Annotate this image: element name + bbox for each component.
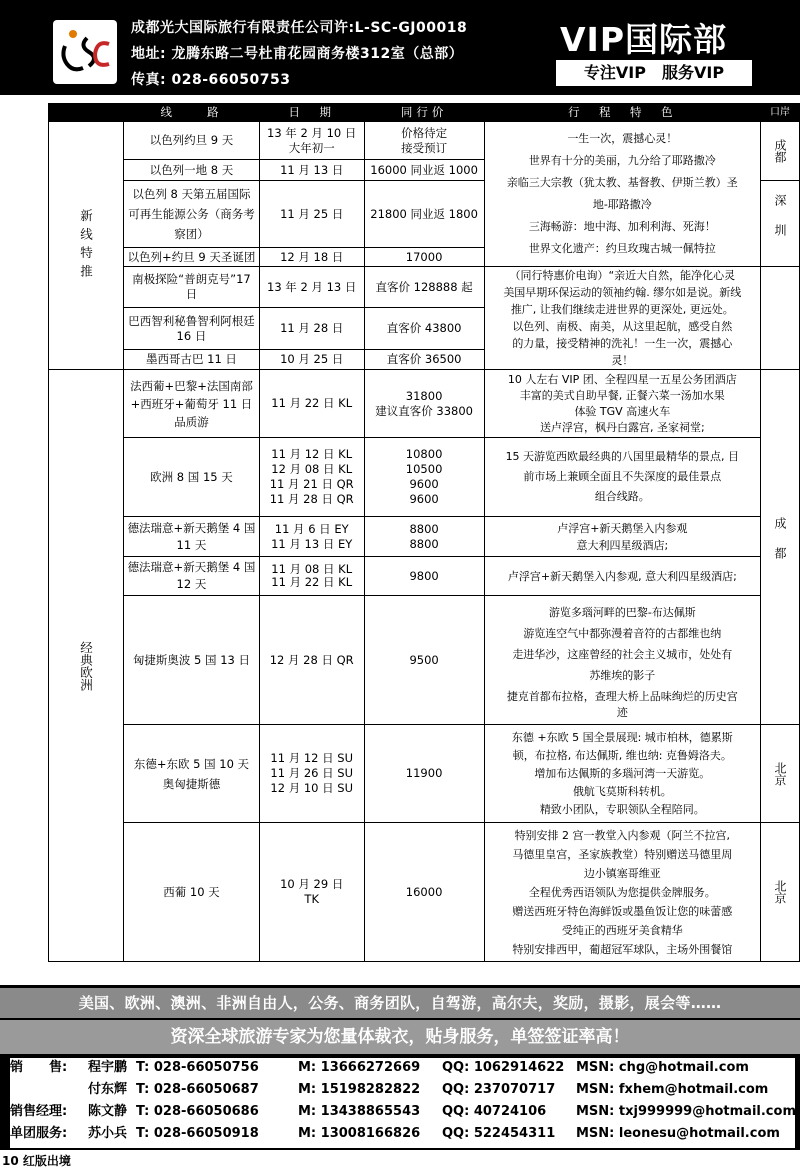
itinerary-table [48,103,800,962]
route-cell: 西葡 10 天 [124,823,260,962]
contact-tel: T: 028-66050687 [136,1082,259,1097]
date-cell: 11 月 12 日 KL 12 月 08 日 KL 11 月 21 日 QR 11 月 28 日 QR [259,438,364,517]
contact-row [10,1102,795,1122]
table-row [49,438,800,517]
route-cell: 南极探险“普朗克号”17 日 [124,267,260,308]
contact-msn: MSN: leonesu@hotmail.com [576,1126,780,1141]
date-cell: 13 年 2 月 10 日 大年初一 [259,122,364,160]
table-row [49,557,800,596]
contact-list [10,1058,795,1148]
price-cell: 直客价 36500 [364,350,484,370]
price-cell: 16000 同业返 1000 [364,160,484,181]
contact-role: 单团服务: [10,1126,68,1141]
table-header-row [49,104,800,122]
contact-msn: MSN: chg@hotmail.com [576,1060,749,1075]
route-cell: 德法瑞意+新天鹅堡 4 国 12 天 [124,557,260,596]
category-new-lines: 新线特推 [49,122,124,370]
department-title: VIP国际部 [560,20,728,59]
date-cell: 11 月 22 日 KL [259,370,364,438]
header-blank [49,104,124,122]
price-cell: 16000 [364,823,484,962]
contact-tel: T: 028-66050686 [136,1104,259,1119]
company-address: 地址: 龙腾东路二号杜甫花园商务楼312室（总部） [131,46,464,62]
price-cell: 9500 [364,596,484,725]
contact-name: 付东辉 [88,1082,128,1097]
price-cell: 21800 同业返 1800 [364,181,484,248]
date-cell: 11 月 25 日 [259,181,364,248]
contact-role: 销售经理: [10,1104,68,1119]
contact-role: 销 售: [10,1060,68,1075]
contact-mobile: M: 13008166826 [298,1126,421,1141]
price-cell: 17000 [364,248,484,267]
contact-mobile: M: 13666272669 [298,1060,421,1075]
contact-msn: MSN: fxhem@hotmail.com [576,1082,769,1097]
route-cell: 法西葡+巴黎+法国南部+西班牙+葡萄牙 11 日品质游 [124,370,260,438]
contact-name: 陈文静 [88,1104,128,1119]
page-footer: 10 红版出境 [2,1154,71,1168]
route-cell: 巴西智利秘鲁智利阿根廷 16 日 [124,308,260,350]
header-route: 线 路 [124,104,260,122]
price-cell: 10800 10500 9600 9600 [364,438,484,517]
header-port: 口岸 [760,104,799,122]
promo-tagline: 资深全球旅游专家为您量体裁衣，贴身服务，单签签证率高！ [0,1020,800,1054]
feature-cell: （同行特惠价电询）“亲近大自然，能净化心灵 美国早期环保运动的领袖约翰. 缪尔如是说。新线 推广, 让我们继续走进世界的更深处, 更远处。 以色列、南极、南美，从这里起航，感受自然 的力量，接受精神的洗礼！一生一次，震撼心 灵！ [484,267,760,370]
route-cell: 东德+东欧 5 国 10 天 奥匈捷斯德 [124,725,260,823]
contact-mobile: M: 13438865543 [298,1104,421,1119]
price-cell: 9800 [364,557,484,596]
contact-qq: QQ: 237070717 [442,1082,556,1097]
contact-qq: QQ: 522454311 [442,1126,556,1141]
contact-row [10,1124,795,1144]
contact-tel: T: 028-66050756 [136,1060,259,1075]
company-fax: 传真: 028-66050753 [131,72,291,88]
department-slogan: 专注VIP 服务VIP [556,60,752,86]
price-cell: 31800 建议直客价 33800 [364,370,484,438]
route-cell: 德法瑞意+新天鹅堡 4 国 11 天 [124,517,260,557]
feature-cell: 卢浮宫+新天鹅堡入内参观 意大利四星级酒店; [484,517,760,557]
port-cell: 北京 [760,725,799,823]
contact-qq: QQ: 1062914622 [442,1060,565,1075]
feature-cell: 东德 +东欧 5 国全景展现: 城市柏林，德累斯 顿，布拉格, 布达佩斯, 维也纳: 克鲁姆洛夫。 增加布达佩斯的多瑙河湾一天游览。 俄航飞莫斯科转机。 精致小团队，专职领队全程陪同。 [484,725,760,823]
feature-cell: 游览多瑙河畔的巴黎-布达佩斯 游览连空气中都弥漫着音符的古都维也纳 走进华沙，这座曾经的社会主义城市，处处有 苏维埃的影子 捷克首都布拉格，查理大桥上品味绚烂的历史宫 迹 [484,596,760,725]
price-cell: 直客价 43800 [364,308,484,350]
table-row [49,122,800,160]
table-row [49,370,800,438]
price-cell: 价格待定 接受预订 [364,122,484,160]
contact-name: 程宇鹏 [88,1060,128,1075]
price-cell: 8800 8800 [364,517,484,557]
feature-cell: 卢浮宫+新天鹅堡入内参观, 意大利四星级酒店; [484,557,760,596]
route-cell: 匈捷斯奥波 5 国 13 日 [124,596,260,725]
feature-cell: 15 天游览西欧最经典的八国里最精华的景点, 目 前市场上兼顾全面且不失深度的最佳景点 组合线路。 [484,438,760,517]
port-cell: 深圳 [760,181,799,267]
date-cell: 12 月 18 日 [259,248,364,267]
contact-qq: QQ: 40724106 [442,1104,547,1119]
date-cell: 11 月 12 日 SU 11 月 26 日 SU 12 月 10 日 SU [259,725,364,823]
table-row [49,823,800,962]
price-cell: 11900 [364,725,484,823]
date-cell: 11 月 6 日 EY 11 月 13 日 EY [259,517,364,557]
feature-cell: 特别安排 2 宫一教堂入内参观（阿兰不拉宫, 马德里皇宫，圣家族教堂）特别赠送马德里周 边小镇塞哥维亚 全程优秀西语领队为您提供金牌服务。 赠送西班牙特色海鲜饭或墨鱼饭让您的味蕾感 受纯正的西班牙美食精华 特别安排西甲，葡超冠军球队，主场外围餐馆 [484,823,760,962]
table-row [49,517,800,557]
header-date: 日 期 [259,104,364,122]
header-features: 行 程 特 色 [484,104,760,122]
feature-cell: 一生一次，震撼心灵！ 世界有十分的美丽，九分给了耶路撒冷 亲临三大宗教（犹太教、基督教、伊斯兰教）圣 地-耶路撒冷 三海畅游：地中海、加利利海、死海！ 世界文化遗产：约旦玫瑰古城一佩特拉 [484,122,760,267]
promo-services: 美国、欧洲、澳洲、非洲自由人，公务、商务团队，自驾游，高尔夫，奖励，摄影，展会等…… [0,988,800,1018]
route-cell: 欧洲 8 国 15 天 [124,438,260,517]
date-cell: 11 月 28 日 [259,308,364,350]
port-cell: 成都 [760,370,799,725]
port-cell: 成都 [760,122,799,181]
date-cell: 13 年 2 月 13 日 [259,267,364,308]
header-banner [0,0,800,95]
date-cell: 10 月 29 日 TK [259,823,364,962]
date-cell: 10 月 25 日 [259,350,364,370]
table-row [49,725,800,823]
date-cell: 12 月 28 日 QR [259,596,364,725]
route-cell: 墨西哥古巴 11 日 [124,350,260,370]
logo-mark-icon [53,20,117,84]
contact-row [10,1080,795,1100]
date-cell: 11 月 13 日 [259,160,364,181]
table-row [49,596,800,725]
contact-mobile: M: 15198282822 [298,1082,421,1097]
table-row [49,267,800,308]
price-cell: 直客价 128888 起 [364,267,484,308]
contact-msn: MSN: txj999999@hotmail.com [576,1104,796,1119]
company-logo [53,20,117,84]
feature-cell: 10 人左右 VIP 团、全程四星一五星公务团酒店 丰富的美式自助早餐, 正餐六菜一汤加水果 体验 TGV 高速火车 送卢浮宫，枫丹白露宫, 圣家祠堂; [484,370,760,438]
route-cell: 以色列一地 8 天 [124,160,260,181]
route-cell: 以色列 8 天第五届国际可再生能源公务（商务考察团） [124,181,260,248]
route-cell: 以色列+约旦 9 天圣诞团 [124,248,260,267]
header-price: 同行价 [364,104,484,122]
date-cell: 11 月 08 日 KL 11 月 22 日 KL [259,557,364,596]
port-cell: 北京 [760,823,799,962]
port-cell-blank [760,267,799,370]
category-classic-europe: 经典欧洲 [49,370,124,962]
contact-row [10,1058,795,1078]
route-cell: 以色列约旦 9 天 [124,122,260,160]
company-license: 成都光大国际旅行有限责任公司许:L-SC-GJ00018 [131,20,468,36]
contact-tel: T: 028-66050918 [136,1126,259,1141]
contact-name: 苏小兵 [88,1126,128,1141]
